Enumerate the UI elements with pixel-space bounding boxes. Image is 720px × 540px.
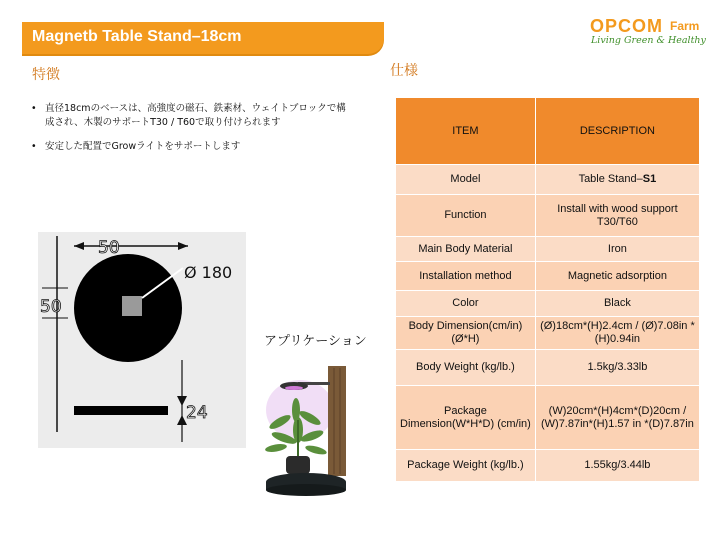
width-label: 50 — [98, 238, 120, 258]
spec-item: Model — [396, 165, 536, 195]
table-row — [396, 195, 700, 237]
features-heading: 特徴 — [32, 67, 60, 83]
spec-item: Installation method — [396, 262, 536, 291]
logo-farm-text: Farm — [670, 19, 700, 33]
logo-tagline: Living Green & Healthy — [591, 35, 706, 46]
width-arrow-right — [178, 242, 188, 250]
spec-desc: (Ø)18cm*(H)2.4cm / (Ø)7.08in *(H)0.94in — [535, 317, 699, 350]
header-description: DESCRIPTION — [535, 98, 699, 165]
spec-desc-model: S1 — [642, 173, 657, 185]
table-row — [396, 237, 700, 262]
spec-item: Package Weight (kg/lb.) — [396, 450, 536, 482]
table-row — [396, 165, 700, 195]
header-item: ITEM — [396, 98, 536, 165]
title-bar — [22, 22, 384, 54]
plant-pot — [286, 456, 310, 474]
wood-post — [328, 366, 346, 476]
spec-desc: 1.5kg/3.33lb — [535, 350, 699, 386]
spec-item: Color — [396, 291, 536, 317]
feature-list — [30, 102, 350, 164]
feature-bullet-1: • 直径18cmのベースは、高強度の磁石、鉄素材、ウェイトブロックで構成され、木製のサポートT30 / T60で取り付けられます — [30, 102, 350, 130]
table-row — [396, 262, 700, 291]
spec-desc: Install with wood support T30/T60 — [535, 195, 699, 237]
logo-main-text: OPCOM — [590, 16, 664, 36]
product-photo — [262, 360, 362, 500]
table-row — [396, 350, 700, 386]
table-row — [396, 317, 700, 350]
height-label: 50 — [40, 297, 62, 317]
table-row — [396, 291, 700, 317]
table-row — [396, 450, 700, 482]
table-row — [396, 386, 700, 450]
page-title: Magnetb Table Stand–18cm — [32, 28, 242, 45]
dimension-diagram — [38, 232, 246, 448]
magnet-square — [122, 296, 142, 316]
spec-item: Main Body Material — [396, 237, 536, 262]
application-label: アプリケーション — [264, 334, 367, 349]
spec-item: Body Dimension(cm/in)(Ø*H) — [396, 317, 536, 350]
spec-desc: (W)20cm*(H)4cm*(D)20cm / (W)7.87in*(H)1.57 in *(D)7.87in — [535, 386, 699, 450]
spec-desc — [535, 165, 699, 195]
dimension-drawing — [38, 232, 246, 448]
spec-desc-prefix: Table Stand– — [578, 173, 643, 185]
thickness-label: 24 — [186, 403, 208, 423]
opcom-farm-logo — [588, 16, 704, 46]
spec-header-row — [396, 98, 700, 165]
side-view-bar — [74, 406, 168, 415]
spec-item: Function — [396, 195, 536, 237]
diameter-label: Ø 180 — [184, 263, 233, 282]
width-arrow-left — [74, 242, 84, 250]
spec-desc: Black — [535, 291, 699, 317]
feature-bullet-2: • 安定した配置でGrowライトをサポートします — [30, 140, 350, 154]
spec-table — [395, 97, 700, 482]
spec-item: Package Dimension(W*H*D) (cm/in) — [396, 386, 536, 450]
product-illustration — [262, 360, 362, 500]
magnetic-base-bottom — [266, 484, 346, 496]
lamp-light — [285, 386, 303, 390]
spec-desc: 1.55kg/3.44lb — [535, 450, 699, 482]
spec-desc: Magnetic adsorption — [535, 262, 699, 291]
spec-desc: Iron — [535, 237, 699, 262]
specs-heading: 仕様 — [390, 63, 418, 79]
spec-item: Body Weight (kg/lb.) — [396, 350, 536, 386]
